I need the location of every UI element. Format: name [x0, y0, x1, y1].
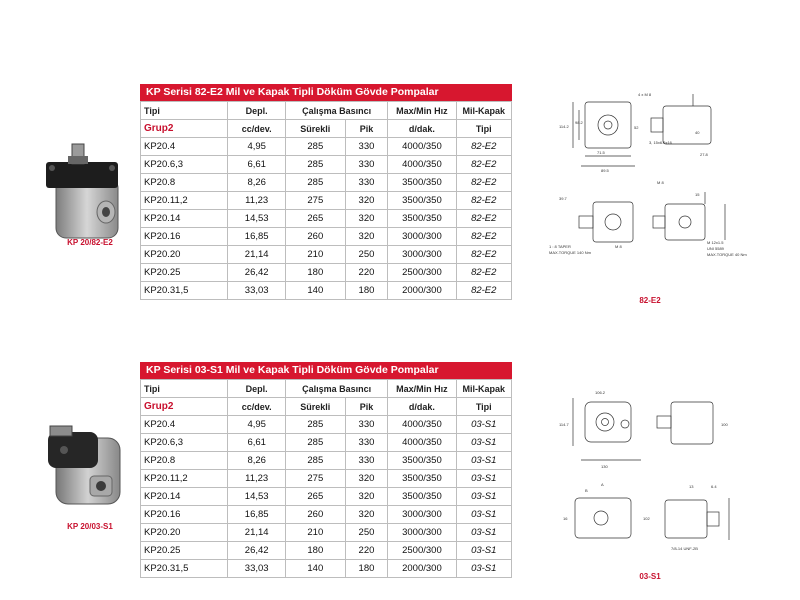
cell-mil-kapak: 82-E2: [456, 192, 511, 210]
dim-label: 114.7: [559, 422, 569, 427]
cell-model: KP20.25: [141, 542, 228, 560]
dim-label: MAX.TORQUE 40 Nm: [707, 252, 747, 257]
cell-model: KP20.4: [141, 416, 228, 434]
cell-mil-kapak: 82-E2: [456, 246, 511, 264]
cell-pik: 250: [345, 524, 388, 542]
cell-model: KP20.6,3: [141, 434, 228, 452]
cell-surekli: 285: [285, 174, 345, 192]
cell-mil-kapak: 82-E2: [456, 138, 511, 156]
header-mil-kapak: Mil-Kapak: [456, 102, 511, 120]
cell-depl: 8,26: [228, 452, 286, 470]
cell-mil-kapak: 82-E2: [456, 264, 511, 282]
cell-pik: 330: [345, 138, 388, 156]
cell-max-min-hiz: 4000/350: [388, 138, 456, 156]
header-tipi-kapak: Tipi: [456, 398, 511, 416]
dim-label: 6.4: [711, 484, 717, 489]
header-calisma-basinci: Çalışma Basıncı: [285, 380, 387, 398]
table-row: [141, 434, 512, 452]
cell-model: KP20.14: [141, 488, 228, 506]
cell-max-min-hiz: 3000/300: [388, 246, 456, 264]
dim-label: B: [585, 488, 588, 493]
cell-pik: 330: [345, 174, 388, 192]
cell-depl: 14,53: [228, 210, 286, 228]
cell-surekli: 210: [285, 524, 345, 542]
cell-depl: 21,14: [228, 246, 286, 264]
cell-model: KP20.20: [141, 524, 228, 542]
dim-label: M 8: [657, 180, 664, 185]
cell-depl: 33,03: [228, 560, 286, 578]
cell-model: KP20.31,5: [141, 560, 228, 578]
cell-surekli: 260: [285, 228, 345, 246]
cell-model: KP20.6,3: [141, 156, 228, 174]
dim-label: 71.5: [597, 150, 605, 155]
cell-pik: 320: [345, 192, 388, 210]
cell-mil-kapak: 03-S1: [456, 506, 511, 524]
table-row: [141, 470, 512, 488]
dim-label: 13: [689, 484, 694, 489]
header-max-min-hiz: Max/Min Hız: [388, 380, 456, 398]
cell-mil-kapak: 03-S1: [456, 416, 511, 434]
cell-max-min-hiz: 3500/350: [388, 192, 456, 210]
cell-pik: 330: [345, 434, 388, 452]
cell-surekli: 285: [285, 138, 345, 156]
table-body: [141, 138, 512, 300]
cell-surekli: 285: [285, 452, 345, 470]
cell-model: KP20.8: [141, 452, 228, 470]
pump-section-03-s1: [0, 358, 800, 598]
cell-depl: 11,23: [228, 470, 286, 488]
cell-surekli: 275: [285, 470, 345, 488]
cell-depl: 26,42: [228, 264, 286, 282]
table-row: [141, 452, 512, 470]
header-surekli: Sürekli: [285, 398, 345, 416]
dim-label: 102: [643, 516, 650, 521]
cell-pik: 320: [345, 228, 388, 246]
dim-label: 106.2: [595, 390, 606, 395]
cell-max-min-hiz: 4000/350: [388, 156, 456, 174]
cell-max-min-hiz: 3500/350: [388, 452, 456, 470]
table-row: [141, 560, 512, 578]
header-d-dak: d/dak.: [388, 120, 456, 138]
pump-caption: KP 20/82-E2: [67, 238, 113, 247]
cell-mil-kapak: 82-E2: [456, 210, 511, 228]
cell-mil-kapak: 03-S1: [456, 524, 511, 542]
cell-surekli: 180: [285, 542, 345, 560]
table-title: KP Serisi 03-S1 Mil ve Kapak Tipli Döküm Gövde Pompalar: [140, 362, 512, 379]
table-row: [141, 228, 512, 246]
cell-surekli: 140: [285, 560, 345, 578]
dim-label: 114.2: [559, 124, 569, 129]
cell-model: KP20.14: [141, 210, 228, 228]
header-tipi-kapak: Tipi: [456, 120, 511, 138]
header-depl: Depl.: [228, 380, 286, 398]
header-cc-dev: cc/dev.: [228, 120, 286, 138]
spec-table: [140, 101, 512, 300]
header-depl: Depl.: [228, 102, 286, 120]
cell-pik: 320: [345, 210, 388, 228]
cell-surekli: 260: [285, 506, 345, 524]
table-row: [141, 174, 512, 192]
cell-surekli: 285: [285, 416, 345, 434]
cell-depl: 16,85: [228, 228, 286, 246]
pump-section-82-e2: [0, 80, 800, 320]
cell-max-min-hiz: 3000/300: [388, 228, 456, 246]
cell-depl: 14,53: [228, 488, 286, 506]
cell-pik: 220: [345, 264, 388, 282]
header-mil-kapak: Mil-Kapak: [456, 380, 511, 398]
header-tipi: Tipi: [141, 380, 228, 398]
pump-caption: KP 20/03-S1: [67, 522, 113, 531]
cell-surekli: 265: [285, 210, 345, 228]
dim-label: 4 x M 8: [638, 92, 652, 97]
cell-max-min-hiz: 2500/300: [388, 264, 456, 282]
cell-mil-kapak: 82-E2: [456, 174, 511, 192]
cell-depl: 11,23: [228, 192, 286, 210]
table-body: [141, 416, 512, 578]
cell-surekli: 140: [285, 282, 345, 300]
dim-label: M 8: [615, 244, 622, 249]
cell-pik: 330: [345, 156, 388, 174]
cell-pik: 320: [345, 488, 388, 506]
cell-depl: 4,95: [228, 138, 286, 156]
spec-table-container: [140, 84, 512, 300]
cell-model: KP20.31,5: [141, 282, 228, 300]
cell-depl: 4,95: [228, 416, 286, 434]
dim-label: 3, 15x6.5x16: [649, 140, 672, 145]
header-surekli: Sürekli: [285, 120, 345, 138]
cell-mil-kapak: 03-S1: [456, 560, 511, 578]
cell-max-min-hiz: 3500/350: [388, 174, 456, 192]
cell-model: KP20.8: [141, 174, 228, 192]
cell-depl: 6,61: [228, 434, 286, 452]
cell-depl: 8,26: [228, 174, 286, 192]
dim-label: UNI 5589: [707, 246, 724, 251]
drawing-caption: 03-S1: [639, 572, 661, 581]
group-label: Grup2: [141, 398, 228, 416]
table-row: [141, 542, 512, 560]
table-row: [141, 138, 512, 156]
pump-photo-82-e2: [42, 140, 132, 245]
subheader-row: [141, 398, 512, 416]
dim-label: 1 : 8 TAPER: [549, 244, 571, 249]
cell-max-min-hiz: 3000/300: [388, 524, 456, 542]
cell-pik: 220: [345, 542, 388, 560]
cell-surekli: 180: [285, 264, 345, 282]
table-row: [141, 488, 512, 506]
cell-surekli: 285: [285, 156, 345, 174]
spec-table: [140, 379, 512, 578]
cell-max-min-hiz: 3000/300: [388, 506, 456, 524]
cell-depl: 26,42: [228, 542, 286, 560]
header-calisma-basinci: Çalışma Basıncı: [285, 102, 387, 120]
cell-mil-kapak: 82-E2: [456, 282, 511, 300]
cell-pik: 330: [345, 452, 388, 470]
header-row: [141, 102, 512, 120]
cell-surekli: 285: [285, 434, 345, 452]
cell-mil-kapak: 03-S1: [456, 452, 511, 470]
pump-photo-03-s1: [42, 408, 132, 513]
dim-label: A: [601, 482, 604, 487]
table-title: KP Serisi 82-E2 Mil ve Kapak Tipli Döküm Gövde Pompalar: [140, 84, 512, 101]
cell-max-min-hiz: 3500/350: [388, 210, 456, 228]
table-row: [141, 282, 512, 300]
cell-depl: 21,14: [228, 524, 286, 542]
cell-surekli: 265: [285, 488, 345, 506]
dim-label: 100: [721, 422, 728, 427]
dim-label: 15: [695, 192, 700, 197]
cell-surekli: 275: [285, 192, 345, 210]
cell-mil-kapak: 03-S1: [456, 542, 511, 560]
cell-depl: 16,85: [228, 506, 286, 524]
dim-label: MAX.TORQUE 140 Nm: [549, 250, 591, 255]
cell-mil-kapak: 82-E2: [456, 228, 511, 246]
table-row: [141, 156, 512, 174]
header-pik: Pik: [345, 120, 388, 138]
cell-max-min-hiz: 4000/350: [388, 416, 456, 434]
cell-max-min-hiz: 2500/300: [388, 542, 456, 560]
spec-table-container: [140, 362, 512, 578]
cell-depl: 6,61: [228, 156, 286, 174]
dim-label: 40: [695, 130, 700, 135]
table-row: [141, 524, 512, 542]
table-row: [141, 264, 512, 282]
table-row: [141, 210, 512, 228]
cell-model: KP20.16: [141, 228, 228, 246]
cell-pik: 320: [345, 506, 388, 524]
header-d-dak: d/dak.: [388, 398, 456, 416]
dim-label: 7/8-14 UNF-2B: [671, 546, 698, 551]
cell-model: KP20.20: [141, 246, 228, 264]
cell-pik: 180: [345, 282, 388, 300]
dim-label: 130: [601, 464, 608, 469]
cell-pik: 250: [345, 246, 388, 264]
header-max-min-hiz: Max/Min Hız: [388, 102, 456, 120]
table-row: [141, 506, 512, 524]
cell-max-min-hiz: 2000/300: [388, 560, 456, 578]
header-row: [141, 380, 512, 398]
cell-model: KP20.11,2: [141, 470, 228, 488]
table-row: [141, 246, 512, 264]
cell-model: KP20.25: [141, 264, 228, 282]
dim-label: M 12x1.5: [707, 240, 724, 245]
cell-model: KP20.4: [141, 138, 228, 156]
cell-mil-kapak: 03-S1: [456, 434, 511, 452]
header-pik: Pik: [345, 398, 388, 416]
cell-pik: 330: [345, 416, 388, 434]
header-tipi: Tipi: [141, 102, 228, 120]
cell-max-min-hiz: 2000/300: [388, 282, 456, 300]
group-label: Grup2: [141, 120, 228, 138]
dim-label: 27.8: [700, 152, 708, 157]
cell-model: KP20.16: [141, 506, 228, 524]
technical-drawing-03-s1: [545, 380, 755, 570]
table-row: [141, 416, 512, 434]
cell-depl: 33,03: [228, 282, 286, 300]
cell-mil-kapak: 03-S1: [456, 470, 511, 488]
cell-model: KP20.11,2: [141, 192, 228, 210]
cell-max-min-hiz: 3500/350: [388, 488, 456, 506]
subheader-row: [141, 120, 512, 138]
dim-label: 39.7: [559, 196, 567, 201]
cell-pik: 320: [345, 470, 388, 488]
drawing-caption: 82-E2: [639, 296, 661, 305]
table-row: [141, 192, 512, 210]
dim-label: 16: [563, 516, 568, 521]
cell-pik: 180: [345, 560, 388, 578]
technical-drawing-82-e2: [545, 84, 755, 274]
cell-max-min-hiz: 3500/350: [388, 470, 456, 488]
dim-label: 89.5: [601, 168, 609, 173]
cell-surekli: 210: [285, 246, 345, 264]
cell-mil-kapak: 03-S1: [456, 488, 511, 506]
cell-max-min-hiz: 4000/350: [388, 434, 456, 452]
cell-mil-kapak: 82-E2: [456, 156, 511, 174]
header-cc-dev: cc/dev.: [228, 398, 286, 416]
dim-label: 52: [634, 125, 639, 130]
dim-label: 98.2: [575, 120, 583, 125]
